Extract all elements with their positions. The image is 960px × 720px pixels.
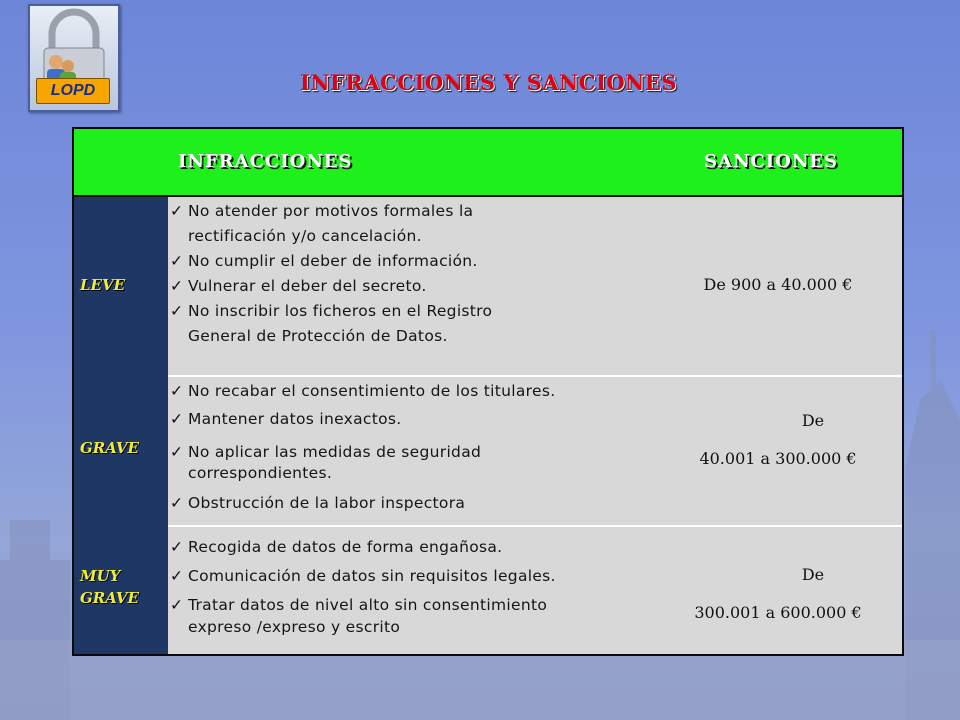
list-item: ✓ No inscribir los ficheros en el Registro: [170, 299, 492, 324]
list-item-continuation: correspondientes.: [188, 464, 333, 482]
infractions-table: [72, 127, 904, 656]
list-item: ✓ No atender por motivos formales la: [170, 199, 473, 224]
sanction-grave-range: 40.001 a 300.000 €: [699, 449, 857, 468]
table-row-muy-grave: [168, 527, 902, 654]
list-item: ✓ Mantener datos inexactos.: [170, 407, 402, 432]
sanction-muy-grave-de: De: [801, 565, 825, 584]
list-item-continuation: General de Protección de Datos.: [188, 327, 448, 345]
checkmark-icon: ✓: [170, 494, 184, 512]
level-muy-grave: MUY GRAVE: [80, 567, 139, 607]
checkmark-icon: ✓: [170, 382, 184, 400]
list-item: ✓ No cumplir el deber de información.: [170, 249, 478, 274]
list-item: ✓ Tratar datos de nivel alto sin consentimiento: [170, 593, 547, 618]
table-row-leve: [168, 197, 902, 375]
list-item-continuation: rectificación y/o cancelación.: [188, 227, 422, 245]
level-leve: LEVE: [80, 276, 126, 294]
level-column: [74, 197, 168, 654]
checkmark-icon: ✓: [170, 596, 184, 614]
list-item-continuation: expreso /expreso y escrito: [188, 618, 401, 636]
header-infracciones: INFRACCIONES: [178, 151, 353, 172]
lopd-logo: [28, 4, 120, 112]
header-sanciones: SANCIONES: [704, 151, 839, 172]
sanction-grave-de: De: [801, 411, 825, 430]
checkmark-icon: ✓: [170, 302, 184, 320]
list-item: ✓ No aplicar las medidas de seguridad: [170, 440, 481, 465]
table-row-grave: [168, 377, 902, 525]
checkmark-icon: ✓: [170, 567, 184, 585]
logo-label: LOPD: [36, 78, 110, 104]
checkmark-icon: ✓: [170, 252, 184, 270]
checkmark-icon: ✓: [170, 538, 184, 556]
page-title: INFRACCIONES Y SANCIONES: [300, 70, 678, 95]
sanction-muy-grave-range: 300.001 a 600.000 €: [694, 603, 862, 622]
list-item: ✓ No recabar el consentimiento de los titulares.: [170, 379, 555, 404]
sanction-leve: De 900 a 40.000 €: [703, 275, 853, 294]
list-item: ✓ Vulnerar el deber del secreto.: [170, 274, 427, 299]
list-item: ✓ Comunicación de datos sin requisitos legales.: [170, 564, 556, 589]
checkmark-icon: ✓: [170, 202, 184, 220]
checkmark-icon: ✓: [170, 410, 184, 428]
list-item: ✓ Recogida de datos de forma engañosa.: [170, 535, 502, 560]
checkmark-icon: ✓: [170, 443, 184, 461]
table-header: [74, 129, 902, 197]
checkmark-icon: ✓: [170, 277, 184, 295]
list-item: ✓ Obstrucción de la labor inspectora: [170, 491, 465, 516]
level-grave: GRAVE: [80, 439, 139, 457]
